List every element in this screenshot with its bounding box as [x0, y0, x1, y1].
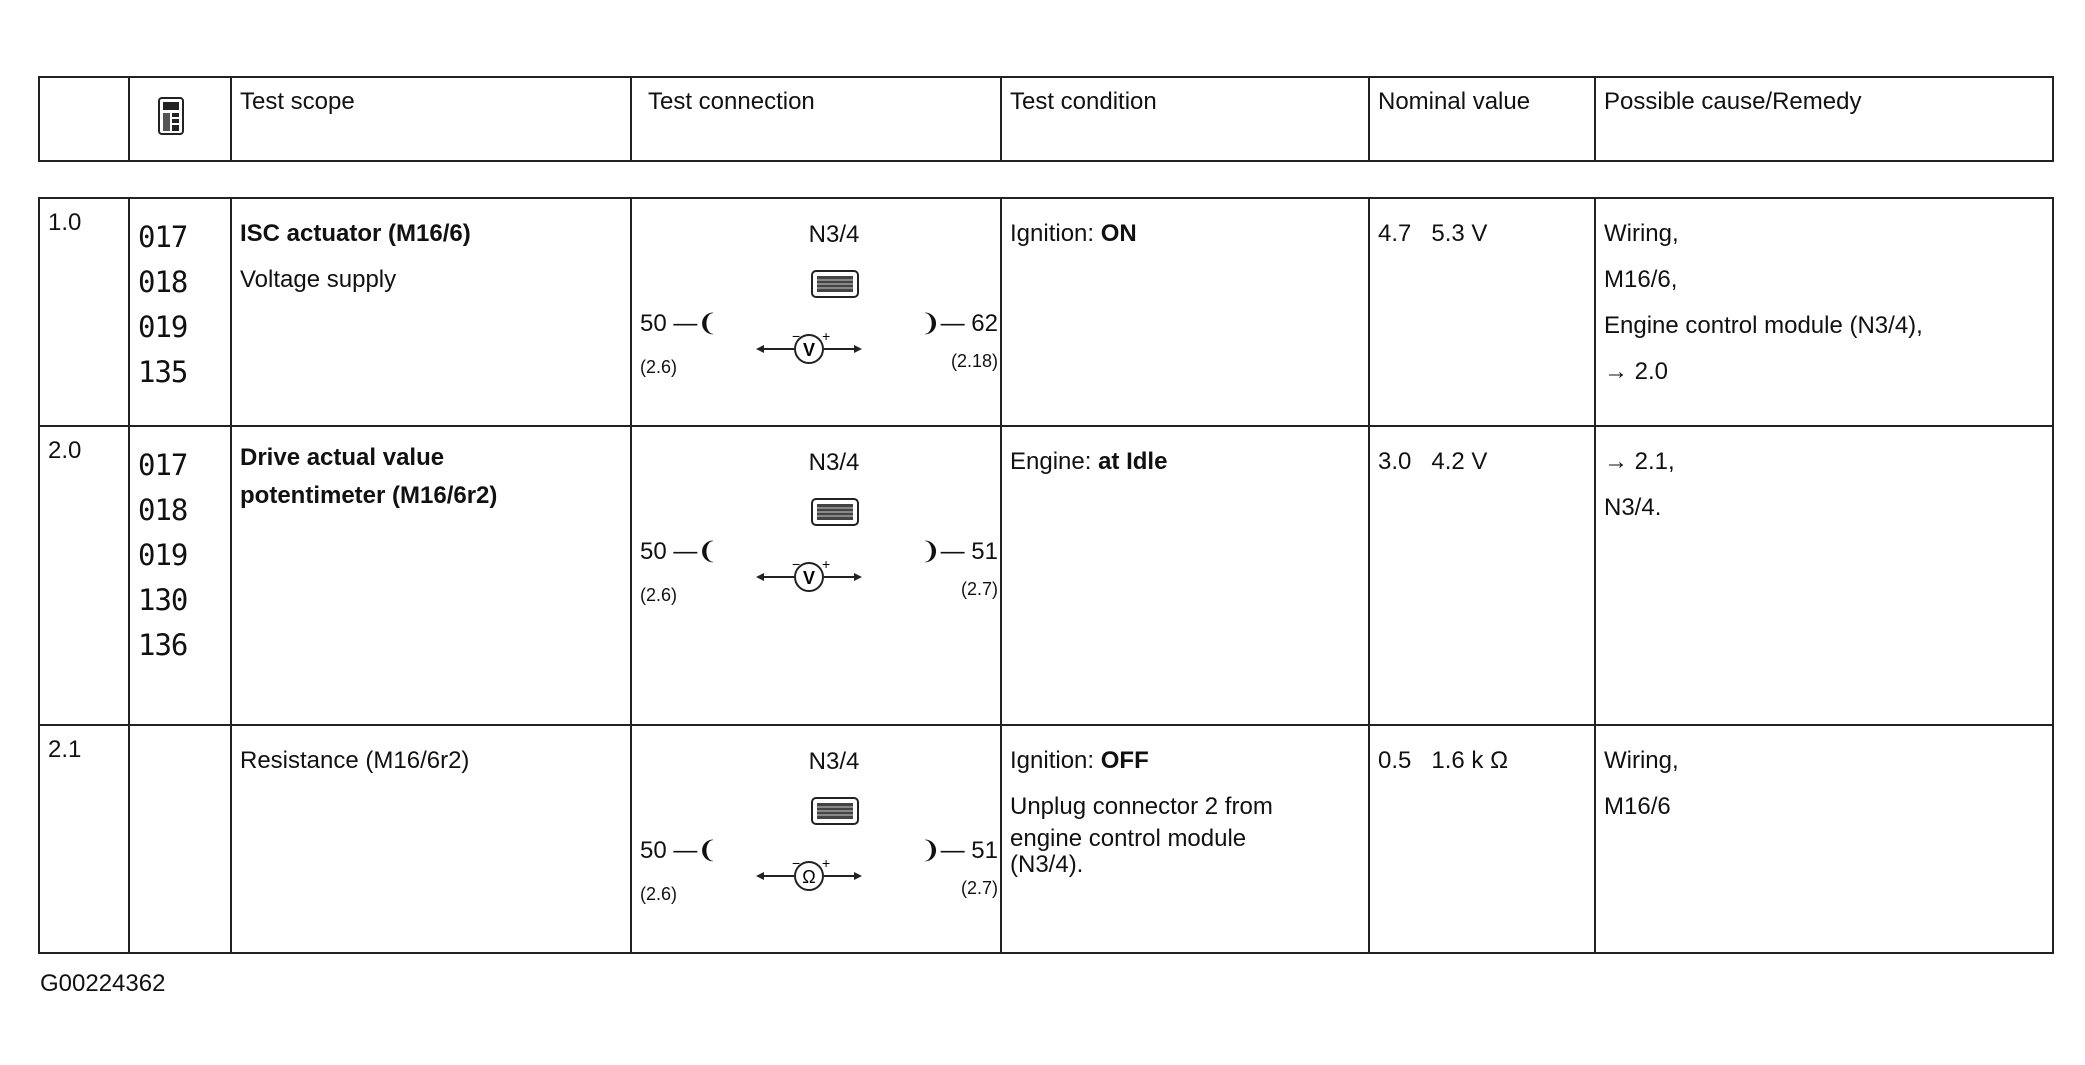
condition-note: Unplug connector 2 from [1010, 793, 1273, 820]
table-row [39, 426, 2053, 725]
module-label: N3/4 [808, 221, 860, 248]
ref-left: (2.6) [640, 884, 678, 904]
remedy-item: Engine control module (N3/4), [1604, 312, 1923, 339]
fault-code: 018 [138, 493, 188, 527]
test-condition: Engine: at Idle [1001, 426, 1369, 725]
scope-detail: Voltage supply [240, 266, 397, 293]
remedy-item: Wiring, [1604, 747, 1679, 774]
test-connection [631, 426, 1001, 725]
possible-cause [1595, 426, 2053, 725]
nominal-value: 4.7 5.3 V [1369, 198, 1595, 426]
test-scope [231, 426, 631, 725]
table-row [39, 725, 2053, 953]
test-scope [231, 725, 631, 953]
pin-left: 50 —❨ [640, 538, 718, 565]
fault-codes [129, 725, 231, 953]
remedy-item: N3/4. [1604, 494, 1662, 521]
figure-id: G00224362 [40, 970, 166, 997]
scope-title: Drive actual value [240, 444, 445, 471]
fault-codes [129, 198, 231, 426]
pin-left: 50 —❨ [640, 837, 718, 864]
remedy-item: M16/6 [1604, 793, 1671, 820]
header-table [38, 76, 2054, 162]
step-number: 1.0 [39, 198, 129, 426]
control-module-icon [784, 267, 884, 301]
control-module-icon [784, 495, 884, 529]
voltmeter-icon [754, 329, 864, 369]
ref-left: (2.6) [640, 585, 678, 605]
header-possible-cause: Possible cause/Remedy [1595, 77, 2053, 161]
svg-text:+: + [822, 557, 831, 572]
step-number: 2.1 [39, 725, 129, 953]
fault-code: 136 [138, 628, 188, 662]
meter-symbol: Ω [802, 867, 816, 887]
test-connection [631, 198, 1001, 426]
header-step-cell [39, 77, 129, 161]
condition-note: engine control module [1010, 825, 1247, 852]
header-nominal-value: Nominal value [1369, 77, 1595, 161]
pin-left: 50 —❨ [640, 310, 718, 337]
nominal-value: 3.0 4.2 V [1369, 426, 1595, 725]
test-scope [231, 198, 631, 426]
scope-title: ISC actuator (M16/6) [240, 220, 471, 247]
header-test-connection: Test connection [631, 77, 1001, 161]
ref-right: (2.18) [950, 351, 998, 371]
svg-text:+: + [822, 329, 831, 344]
table-row [39, 198, 2053, 426]
test-connection [631, 725, 1001, 953]
remedy-item: Wiring, [1604, 220, 1679, 247]
svg-text:−: − [792, 329, 801, 344]
ohmmeter-icon [754, 856, 864, 896]
step-number: 2.0 [39, 426, 129, 725]
scope-detail: Resistance (M16/6r2) [240, 747, 470, 774]
remedy-item: → 2.0 [1604, 358, 1669, 385]
ref-right: (2.7) [960, 579, 998, 599]
meter-symbol: V [802, 340, 816, 360]
scope-title: potentimeter (M16/6r2) [240, 482, 498, 509]
fault-code: 019 [138, 310, 188, 344]
test-table [38, 197, 2054, 954]
meter-symbol: V [802, 568, 816, 588]
header-test-condition: Test condition [1001, 77, 1369, 161]
fault-codes [129, 426, 231, 725]
module-label: N3/4 [808, 449, 860, 476]
pin-right: ❩— 62 [920, 310, 998, 337]
svg-text:+: + [822, 856, 831, 871]
pin-right: ❩— 51 [920, 837, 998, 864]
fault-code: 017 [138, 220, 188, 254]
fault-code: 017 [138, 448, 188, 482]
fault-code: 135 [138, 355, 188, 389]
header-tester-cell [129, 77, 231, 161]
fault-code: 018 [138, 265, 188, 299]
fault-code: 130 [138, 583, 188, 617]
possible-cause [1595, 725, 2053, 953]
svg-text:−: − [792, 856, 801, 871]
fault-code: 019 [138, 538, 188, 572]
test-condition: Ignition: OFF Unplug connector 2 from engine control module (N3/4). [1001, 725, 1369, 953]
test-condition: Ignition: ON [1001, 198, 1369, 426]
condition-note: (N3/4). [1010, 851, 1084, 878]
voltmeter-icon [754, 557, 864, 597]
nominal-value: 0.5 1.6 k Ω [1369, 725, 1595, 953]
control-module-icon [784, 794, 884, 828]
pin-right: ❩— 51 [920, 538, 998, 565]
module-label: N3/4 [808, 748, 860, 775]
svg-text:−: − [792, 557, 801, 572]
possible-cause [1595, 198, 2053, 426]
ref-left: (2.6) [640, 357, 678, 377]
header-test-scope: Test scope [231, 77, 631, 161]
diagnostic-tester-icon [156, 96, 186, 136]
remedy-item: → 2.1, [1604, 448, 1675, 475]
ref-right: (2.7) [960, 878, 998, 898]
remedy-item: M16/6, [1604, 266, 1678, 293]
